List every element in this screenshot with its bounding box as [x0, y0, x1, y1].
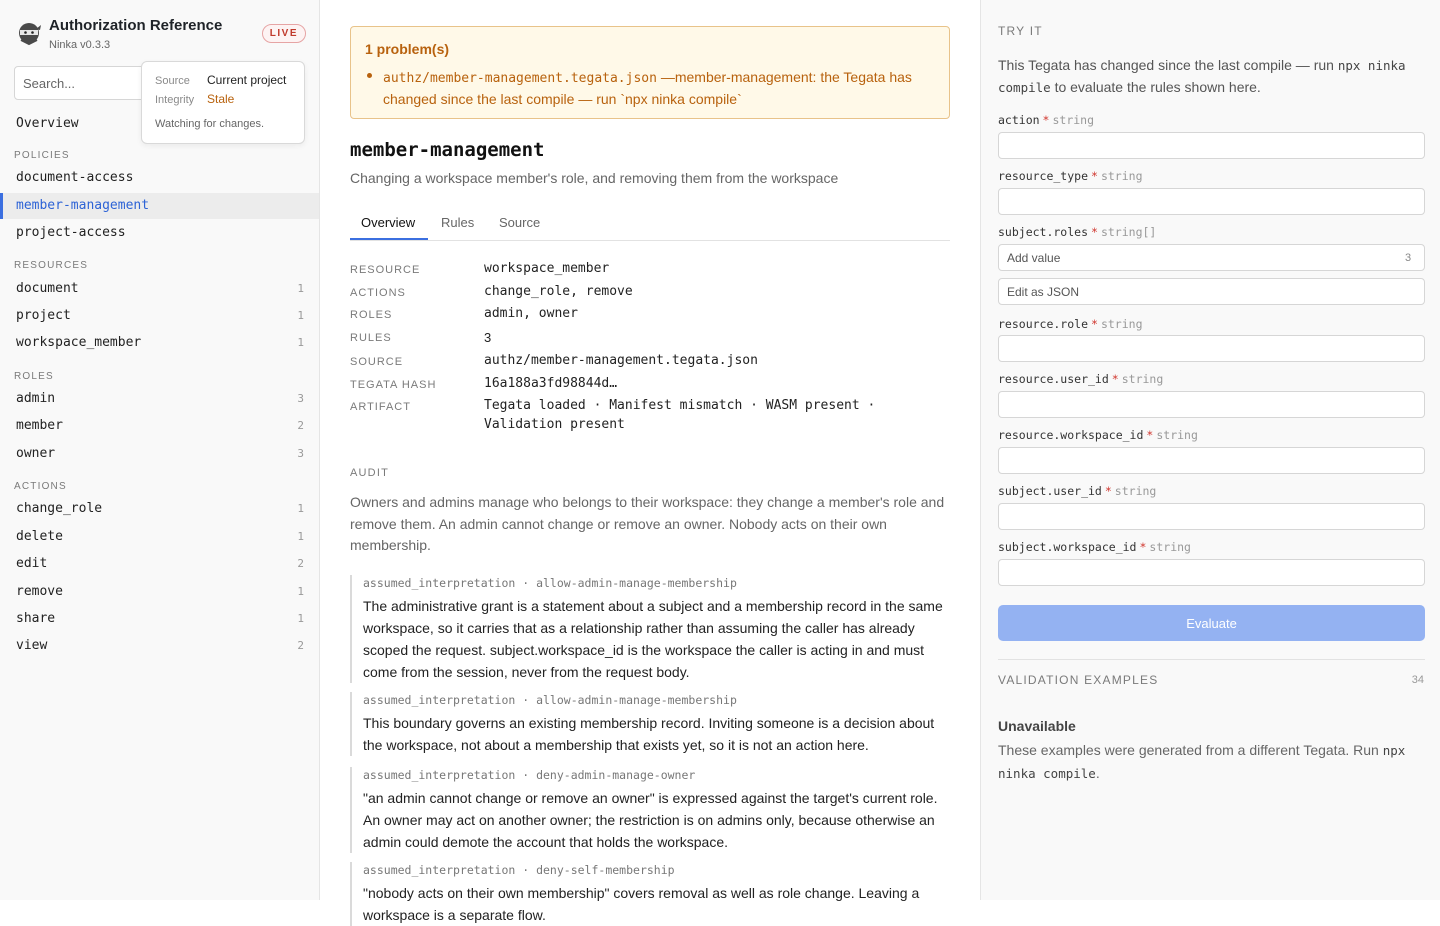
validation-examples-count: 34: [1411, 674, 1424, 686]
integrity-label: Integrity: [155, 94, 195, 106]
subject-workspace-id-field[interactable]: [998, 559, 1425, 586]
problem-banner: [350, 26, 950, 119]
item-count: 2: [297, 419, 304, 432]
source-row: [155, 73, 286, 87]
meta-key-roles: ROLES: [350, 309, 393, 321]
actions-section-label: ACTIONS: [14, 481, 67, 492]
meta-key-resource: RESOURCE: [350, 264, 421, 276]
meta-key-source: SOURCE: [350, 356, 404, 368]
note-heading: assumed_interpretation · deny-self-membership: [363, 863, 675, 877]
field-label-subject-roles: subject.roles * string[]: [998, 225, 1157, 239]
audit-intro: Owners and admins manage who belongs to their workspace: they change a member's role and remove them. An admin cannot change or remove an owner. Nobody acts on their own membership.: [350, 494, 945, 553]
field-label-subject-workspace-id: subject.workspace_id * string: [998, 540, 1191, 554]
item-count: 2: [297, 557, 304, 570]
required-marker: *: [1091, 317, 1098, 331]
sidebar-item-owner[interactable]: owner 3: [16, 446, 304, 461]
sidebar: [0, 0, 320, 900]
sidebar-item-edit[interactable]: edit 2: [16, 556, 304, 571]
roles-section-label: ROLES: [14, 371, 54, 382]
source-label: Source: [155, 75, 190, 87]
field-label-subject-user-id: subject.user_id * string: [998, 484, 1157, 498]
nav-overview[interactable]: Overview: [16, 116, 79, 131]
active-tab-indicator: [350, 238, 428, 240]
field-label-action: action * string: [998, 113, 1095, 127]
sidebar-item-delete[interactable]: delete 1: [16, 529, 304, 544]
audit-note: [350, 692, 950, 756]
sidebar-item-admin[interactable]: admin 3: [16, 391, 304, 406]
sidebar-item-member[interactable]: member 2: [16, 418, 304, 433]
problem-file-link[interactable]: authz/member-management.tegata.json: [383, 71, 657, 86]
live-badge: LIVE: [262, 24, 306, 43]
note-heading: assumed_interpretation · allow-admin-manage-membership: [363, 693, 737, 707]
sidebar-item-view[interactable]: view 2: [16, 638, 304, 653]
policy-description: Changing a workspace member's role, and removing them from the workspace: [350, 170, 839, 186]
compile-command: npx ninka compile: [998, 743, 1406, 781]
sidebar-item-change-role[interactable]: change_role 1: [16, 501, 304, 516]
try-it-panel: [980, 0, 1440, 900]
main-content: [320, 0, 980, 923]
field-label-resource-type: resource_type * string: [998, 169, 1143, 183]
meta-value-tegata-hash: 16a188a3fd98844d…: [484, 376, 618, 391]
app-title: Authorization Reference: [49, 17, 223, 34]
tab-overview[interactable]: Overview: [361, 215, 416, 230]
audit-note: [350, 575, 950, 683]
problem-message: [383, 67, 933, 110]
action-field[interactable]: [998, 132, 1425, 159]
meta-value-source: authz/member-management.tegata.json: [484, 353, 758, 368]
item-count: 1: [297, 502, 304, 515]
meta-key-artifact: ARTIFACT: [350, 401, 411, 413]
item-count: 1: [297, 282, 304, 295]
resource-type-field[interactable]: [998, 188, 1425, 215]
audit-note: [350, 767, 950, 853]
required-marker: *: [1111, 372, 1119, 386]
compile-command: npx ninka compile: [998, 58, 1406, 95]
tab-source[interactable]: Source: [499, 215, 541, 230]
sidebar-item-remove[interactable]: remove 1: [16, 584, 304, 599]
subject-roles-count: 3: [1405, 252, 1412, 264]
item-count: 2: [297, 639, 304, 652]
meta-value-resource: workspace_member: [484, 261, 610, 276]
meta-key-rules: RULES: [350, 332, 392, 344]
meta-value-actions: change_role, remove: [484, 284, 633, 299]
sidebar-item-document-access[interactable]: document-access: [16, 170, 134, 185]
resource-role-field[interactable]: [998, 335, 1425, 362]
item-count: 1: [297, 612, 304, 625]
bullet-icon: [367, 73, 372, 78]
item-count: 1: [297, 309, 304, 322]
required-marker: *: [1091, 225, 1098, 239]
try-it-label: TRY IT: [998, 24, 1043, 38]
watching-note: Watching for changes.: [155, 118, 265, 130]
search-input[interactable]: [14, 66, 154, 100]
sidebar-item-member-management[interactable]: member-management: [0, 193, 319, 219]
required-marker: *: [1042, 113, 1050, 127]
meta-value-artifact: Tegata loaded · Manifest mismatch · WASM present · Validation present: [484, 398, 876, 432]
required-marker: *: [1104, 484, 1112, 498]
subject-roles-add-value-input[interactable]: [998, 244, 1425, 271]
brand: [16, 16, 306, 56]
sidebar-item-project[interactable]: project 1: [16, 308, 304, 323]
subject-roles-json-input[interactable]: [998, 278, 1425, 305]
app-version: Ninka v0.3.3: [49, 39, 111, 51]
note-heading: assumed_interpretation · allow-admin-manage-membership: [363, 576, 737, 590]
field-label-resource-workspace-id: resource.workspace_id * string: [998, 428, 1198, 442]
item-count: 1: [297, 585, 304, 598]
evaluate-button[interactable]: Evaluate: [998, 605, 1425, 641]
validation-examples-label[interactable]: VALIDATION EXAMPLES: [998, 673, 1159, 687]
audit-note: [350, 862, 950, 926]
integrity-value: Stale: [207, 92, 235, 106]
sidebar-item-share[interactable]: share 1: [16, 611, 304, 626]
resource-user-id-field[interactable]: [998, 391, 1425, 418]
unavailable-description: These examples were generated from a different Tegata. Run npx ninka compile.: [998, 742, 1406, 781]
item-count: 3: [297, 392, 304, 405]
item-count: 1: [297, 530, 304, 543]
note-body: The administrative grant is a statement about a subject and a membership record in the same workspace, so it carries that as a relationship rather than assuming the caller has already scoped the request. subject.workspace_id is the workspace the caller is acting in and must come from the session, never from the request body.: [363, 598, 943, 680]
tab-rules[interactable]: Rules: [441, 215, 475, 230]
sidebar-item-workspace-member[interactable]: workspace_member 1: [16, 335, 304, 350]
field-label-resource-role: resource.role * string: [998, 317, 1143, 331]
sidebar-item-document[interactable]: document 1: [16, 281, 304, 296]
unavailable-title: Unavailable: [998, 718, 1076, 734]
required-marker: *: [1139, 540, 1147, 554]
meta-value-rules: 3: [484, 330, 492, 345]
item-count: 3: [297, 447, 304, 460]
source-value: Current project: [207, 73, 287, 87]
integrity-row: [155, 92, 234, 106]
problem-title: 1 problem(s): [365, 41, 450, 57]
note-body: "nobody acts on their own membership" covers removal as well as role change. Leaving a workspace is a separate flow.: [363, 885, 920, 923]
tab-bar: [350, 206, 950, 241]
subject-user-id-field[interactable]: [998, 503, 1425, 530]
audit-section-label: AUDIT: [350, 467, 389, 479]
policies-section-label: POLICIES: [14, 150, 70, 161]
page-title: member-management: [350, 139, 545, 161]
note-heading: assumed_interpretation · deny-admin-manage-owner: [363, 768, 696, 782]
required-marker: *: [1091, 169, 1098, 183]
field-label-resource-user-id: resource.user_id * string: [998, 372, 1164, 386]
problem-detail: —member-management: the Tegata has changed since the last compile — run `npx ninka compile`: [383, 69, 912, 107]
meta-key-tegata-hash: TEGATA HASH: [350, 379, 437, 391]
resources-section-label: RESOURCES: [14, 260, 89, 271]
required-marker: *: [1146, 428, 1154, 442]
meta-key-actions: ACTIONS: [350, 287, 406, 299]
resource-workspace-id-field[interactable]: [998, 447, 1425, 474]
try-it-description: This Tegata has changed since the last compile — run npx ninka compile to evaluate the rules shown here.: [998, 57, 1406, 95]
meta-value-roles: admin, owner: [484, 306, 578, 321]
item-count: 1: [297, 336, 304, 349]
source-popover: [141, 61, 305, 144]
divider: [998, 659, 1425, 660]
note-body: "an admin cannot change or remove an owner" is expressed against the target's current role. An owner may act on another owner; the restriction is on admins only, because otherwise an admin could demote the account that holds the workspace.: [363, 790, 938, 850]
ninja-logo-icon: [16, 20, 42, 46]
sidebar-item-project-access[interactable]: project-access: [16, 225, 126, 240]
note-body: This boundary governs an existing membership record. Inviting someone is a decision about the workspace, not about a membership that exists yet, so it is not an action here.: [363, 715, 935, 753]
